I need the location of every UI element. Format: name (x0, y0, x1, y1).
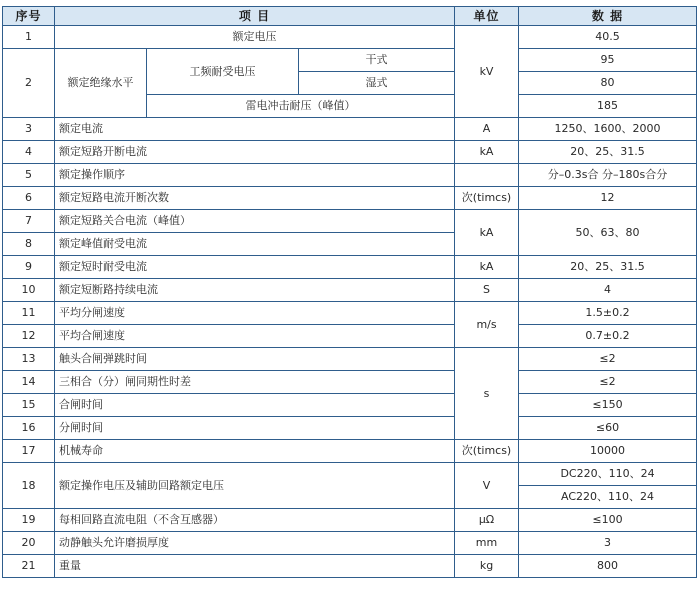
row-no: 2 (3, 49, 55, 118)
row-value: 80 (519, 72, 697, 95)
header-unit: 单位 (455, 7, 519, 26)
table-row (3, 302, 697, 325)
row-no: 1 (3, 26, 55, 49)
row-item: 额定操作电压及辅助回路额定电压 (55, 463, 455, 509)
row-item: 额定绝缘水平 (55, 49, 147, 118)
header-no: 序号 (3, 7, 55, 26)
table-row (3, 394, 697, 417)
row-unit: kA (455, 256, 519, 279)
table-row (3, 210, 697, 233)
row-item: 额定短路电流开断次数 (55, 187, 455, 210)
row-value: 185 (519, 95, 697, 118)
row-value: ≤2 (519, 371, 697, 394)
row-no: 19 (3, 509, 55, 532)
row-unit: mm (455, 532, 519, 555)
row-unit: m/s (455, 302, 519, 348)
row-no: 6 (3, 187, 55, 210)
row-value: ≤2 (519, 348, 697, 371)
row-value: ≤150 (519, 394, 697, 417)
row-unit: kg (455, 555, 519, 578)
row-value: 4 (519, 279, 697, 302)
row-unit: 次(timcs) (455, 440, 519, 463)
row-no: 14 (3, 371, 55, 394)
row-value: 20、25、31.5 (519, 141, 697, 164)
row-value: 0.7±0.2 (519, 325, 697, 348)
table-row (3, 256, 697, 279)
row-item: 触头合闸弹跳时间 (55, 348, 455, 371)
row-value: 40.5 (519, 26, 697, 49)
row-item: 动静触头允许磨损厚度 (55, 532, 455, 555)
row-item: 额定电压 (55, 26, 455, 49)
row-no: 5 (3, 164, 55, 187)
row-no: 8 (3, 233, 55, 256)
table-row (3, 532, 697, 555)
table-row (3, 509, 697, 532)
row-no: 12 (3, 325, 55, 348)
row-subitem: 工频耐受电压 (147, 49, 299, 95)
table-row (3, 463, 697, 486)
row-value: 95 (519, 49, 697, 72)
row-unit: kV (455, 26, 519, 118)
row-value: 分–0.3s合 分–180s合分 (519, 164, 697, 187)
row-no: 15 (3, 394, 55, 417)
row-no: 17 (3, 440, 55, 463)
row-no: 13 (3, 348, 55, 371)
row-no: 18 (3, 463, 55, 509)
row-no: 7 (3, 210, 55, 233)
row-item: 额定电流 (55, 118, 455, 141)
row-value: 12 (519, 187, 697, 210)
row-value: 50、63、80 (519, 210, 697, 256)
row-item: 平均分闸速度 (55, 302, 455, 325)
table-row (3, 348, 697, 371)
row-item: 分闸时间 (55, 417, 455, 440)
row-item: 重量 (55, 555, 455, 578)
row-unit: μΩ (455, 509, 519, 532)
table-row (3, 279, 697, 302)
table-row (3, 118, 697, 141)
row-no: 10 (3, 279, 55, 302)
table-row (3, 49, 697, 72)
row-value: AC220、110、24 (519, 486, 697, 509)
row-no: 21 (3, 555, 55, 578)
row-value: DC220、110、24 (519, 463, 697, 486)
table-row (3, 371, 697, 394)
row-value: 3 (519, 532, 697, 555)
row-value: 20、25、31.5 (519, 256, 697, 279)
row-item: 每相回路直流电阻（不含互感器） (55, 509, 455, 532)
row-item: 平均合闸速度 (55, 325, 455, 348)
row-item: 额定短断路持续电流 (55, 279, 455, 302)
row-value: ≤100 (519, 509, 697, 532)
row-item: 额定短路开断电流 (55, 141, 455, 164)
row-item: 机械寿命 (55, 440, 455, 463)
row-item: 额定短路关合电流（峰值） (55, 210, 455, 233)
row-unit: 次(timcs) (455, 187, 519, 210)
row-unit (455, 164, 519, 187)
row-unit: s (455, 348, 519, 440)
table-row (3, 555, 697, 578)
row-unit: A (455, 118, 519, 141)
row-item: 合闸时间 (55, 394, 455, 417)
row-value: ≤60 (519, 417, 697, 440)
row-item: 额定峰值耐受电流 (55, 233, 455, 256)
table-row (3, 187, 697, 210)
row-no: 3 (3, 118, 55, 141)
row-no: 20 (3, 532, 55, 555)
row-item: 额定短时耐受电流 (55, 256, 455, 279)
row-value: 800 (519, 555, 697, 578)
table-row (3, 141, 697, 164)
row-unit: S (455, 279, 519, 302)
row-no: 9 (3, 256, 55, 279)
row-unit: kA (455, 141, 519, 164)
row-no: 11 (3, 302, 55, 325)
row-value: 1.5±0.2 (519, 302, 697, 325)
row-no: 16 (3, 417, 55, 440)
row-unit: V (455, 463, 519, 509)
header-item: 项 目 (55, 7, 455, 26)
row-item: 三相合（分）闸同期性时差 (55, 371, 455, 394)
row-lightning-label: 雷电冲击耐压（峰值） (147, 95, 455, 118)
table-header-row (3, 7, 697, 26)
row-wet-label: 湿式 (299, 72, 455, 95)
row-no: 4 (3, 141, 55, 164)
table-row (3, 440, 697, 463)
header-data: 数 据 (519, 7, 697, 26)
table-row (3, 26, 697, 49)
row-unit: kA (455, 210, 519, 256)
row-value: 10000 (519, 440, 697, 463)
spec-table (2, 6, 697, 578)
table-row (3, 325, 697, 348)
row-dry-label: 干式 (299, 49, 455, 72)
table-row (3, 417, 697, 440)
row-item: 额定操作顺序 (55, 164, 455, 187)
table-row (3, 164, 697, 187)
row-value: 1250、1600、2000 (519, 118, 697, 141)
